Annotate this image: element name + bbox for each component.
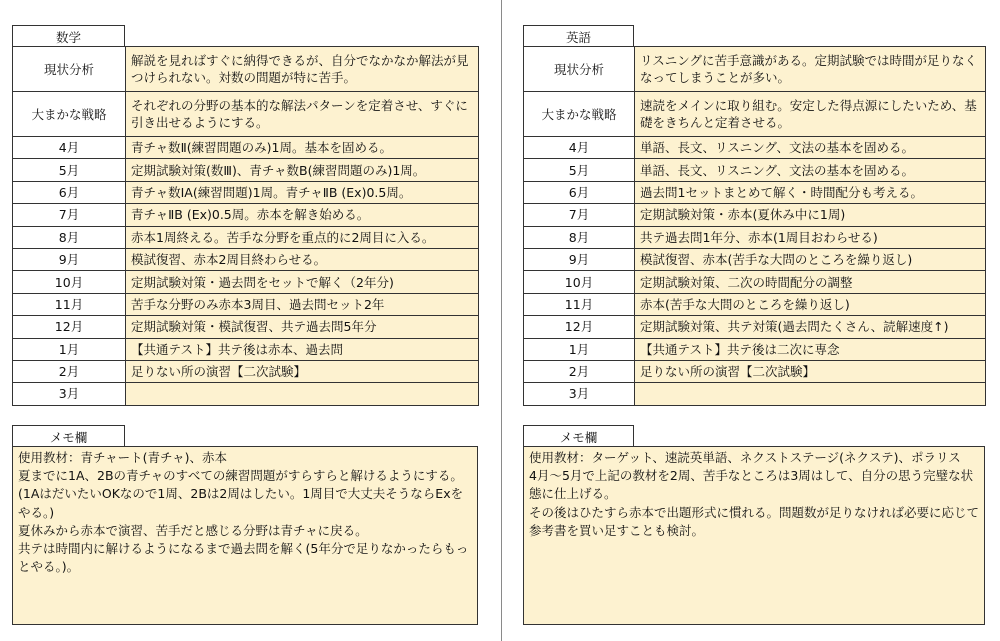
month-plan: 苦手な分野のみ赤本3周目、過去問セット2年 — [126, 293, 479, 315]
table-row — [524, 360, 986, 382]
month-plan: 模試復習、赤本(苦手な大問のところを繰り返し) — [635, 248, 986, 270]
month-label: 12月 — [13, 316, 126, 338]
month-label: 10月 — [524, 271, 635, 293]
math-subject-tab: 数学 — [12, 25, 125, 47]
table-row — [13, 293, 479, 315]
month-label: 4月 — [13, 137, 126, 159]
math-memo-tab: メモ欄 — [12, 425, 125, 447]
month-plan: 青チャⅡB (Ex)0.5周。赤本を解き始める。 — [126, 204, 479, 226]
month-label: 2月 — [524, 360, 635, 382]
table-row — [524, 226, 986, 248]
table-row — [13, 338, 479, 360]
month-plan: 赤本1周終える。苦手な分野を重点的に2周目に入る。 — [126, 226, 479, 248]
month-label: 1月 — [13, 338, 126, 360]
month-label: 9月 — [524, 248, 635, 270]
strategy-label: 大まかな戦略 — [13, 92, 126, 137]
month-label: 9月 — [13, 248, 126, 270]
table-row — [524, 92, 986, 137]
table-row — [524, 137, 986, 159]
table-row — [524, 47, 986, 92]
table-row — [524, 316, 986, 338]
month-plan: 定期試験対策・赤本(夏休み中に1周) — [635, 204, 986, 226]
english-subject-tab: 英語 — [523, 25, 634, 47]
table-row — [13, 271, 479, 293]
table-row — [524, 248, 986, 270]
month-plan: 模試復習、赤本2周目終わらせる。 — [126, 248, 479, 270]
english-memo-tab: メモ欄 — [523, 425, 634, 447]
table-row — [13, 204, 479, 226]
analysis-text: 解説を見ればすぐに納得できるが、自分でなかなか解法が見つけられない。対数の問題が特に苦手。 — [126, 47, 479, 92]
month-plan: 定期試験対策・模試復習、共テ過去問5年分 — [126, 316, 479, 338]
month-label: 10月 — [13, 271, 126, 293]
month-label: 7月 — [13, 204, 126, 226]
month-plan — [126, 383, 479, 405]
month-label: 3月 — [524, 383, 635, 405]
month-label: 8月 — [524, 226, 635, 248]
table-row — [13, 316, 479, 338]
month-label: 1月 — [524, 338, 635, 360]
month-plan: 単語、長文、リスニング、文法の基本を固める。 — [635, 159, 986, 181]
month-plan: 単語、長文、リスニング、文法の基本を固める。 — [635, 137, 986, 159]
month-plan: 足りない所の演習【二次試験】 — [126, 360, 479, 382]
analysis-label: 現状分析 — [13, 47, 126, 92]
month-plan: 赤本(苦手な大問のところを繰り返し) — [635, 293, 986, 315]
month-label: 5月 — [13, 159, 126, 181]
strategy-text: それぞれの分野の基本的な解法パターンを定着させ、すぐに引き出せるようにする。 — [126, 92, 479, 137]
table-row — [13, 181, 479, 203]
month-plan: 青チャ数ⅠA(練習問題)1周。青チャⅡB (Ex)0.5周。 — [126, 181, 479, 203]
table-row — [524, 204, 986, 226]
table-row — [524, 338, 986, 360]
table-row — [13, 137, 479, 159]
table-row — [13, 92, 479, 137]
table-row — [524, 383, 986, 405]
table-row — [13, 226, 479, 248]
month-label: 12月 — [524, 316, 635, 338]
month-label: 2月 — [13, 360, 126, 382]
table-row — [13, 360, 479, 382]
english-memo-text: 使用教材：ターゲット、速読英単語、ネクストステージ(ネクステ)、ポラリス 4月〜5月で上記の教材を2周、苦手なところは3周はして、自分の思う完璧な状態に仕上げる。 その後はひたすら赤本で出題形式に慣れる。問題数が足りなければ必要に応じて参考書を買い足すことも検討。 — [523, 446, 985, 625]
table-row — [524, 293, 986, 315]
month-plan — [635, 383, 986, 405]
center-divider — [501, 0, 502, 641]
english-plan-table — [523, 46, 986, 406]
month-label: 6月 — [524, 181, 635, 203]
month-label: 4月 — [524, 137, 635, 159]
math-memo-text: 使用教材：青チャート(青チャ)、赤本 夏までに1A、2Bの青チャのすべての練習問題がすらすらと解けるようにする。(1AはだいたいOKなので1周、2Bは2周はしたい。1周目で大丈夫そうならExをやる。) 夏休みから赤本で演習、苦手だと感じる分野は青チャに戻る。 共テは時間内に解けるようになるまで過去問を解く(5年分で足りなかったらもっとやる。)。 — [12, 446, 478, 625]
math-plan-table — [12, 46, 479, 406]
month-label: 5月 — [524, 159, 635, 181]
month-label: 8月 — [13, 226, 126, 248]
month-plan: 足りない所の演習【二次試験】 — [635, 360, 986, 382]
table-row — [524, 181, 986, 203]
month-label: 11月 — [524, 293, 635, 315]
table-row — [13, 383, 479, 405]
month-plan: 【共通テスト】共テ後は赤本、過去問 — [126, 338, 479, 360]
month-plan: 過去問1セットまとめて解く・時間配分も考える。 — [635, 181, 986, 203]
month-plan: 定期試験対策、共テ対策(過去問たくさん、読解速度↑) — [635, 316, 986, 338]
analysis-label: 現状分析 — [524, 47, 635, 92]
table-row — [524, 271, 986, 293]
table-row — [13, 47, 479, 92]
month-plan: 【共通テスト】共テ後は二次に専念 — [635, 338, 986, 360]
month-plan: 定期試験対策、二次の時間配分の調整 — [635, 271, 986, 293]
month-plan: 定期試験対策・過去問をセットで解く（2年分) — [126, 271, 479, 293]
strategy-text: 速読をメインに取り組む。安定した得点源にしたいため、基礎をきちんと定着させる。 — [635, 92, 986, 137]
month-plan: 青チャ数Ⅱ(練習問題のみ)1周。基本を固める。 — [126, 137, 479, 159]
table-row — [13, 159, 479, 181]
month-label: 3月 — [13, 383, 126, 405]
table-row — [13, 248, 479, 270]
month-label: 6月 — [13, 181, 126, 203]
analysis-text: リスニングに苦手意識がある。定期試験では時間が足りなくなってしまうことが多い。 — [635, 47, 986, 92]
month-label: 11月 — [13, 293, 126, 315]
strategy-label: 大まかな戦略 — [524, 92, 635, 137]
month-plan: 共テ過去問1年分、赤本(1周目おわらせる) — [635, 226, 986, 248]
month-label: 7月 — [524, 204, 635, 226]
table-row — [524, 159, 986, 181]
month-plan: 定期試験対策(数Ⅲ)、青チャ数B(練習問題のみ)1周。 — [126, 159, 479, 181]
